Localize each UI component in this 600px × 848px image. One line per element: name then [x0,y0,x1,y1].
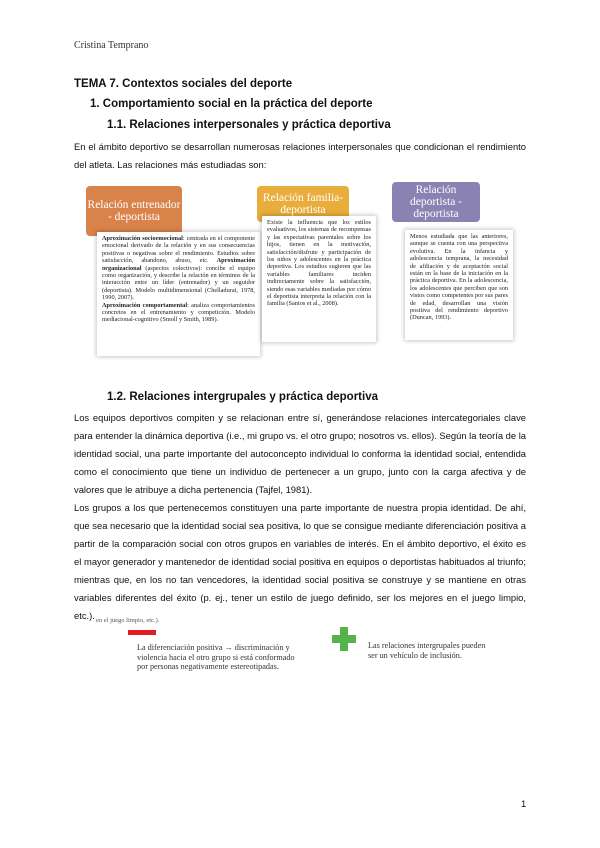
coach-athlete-title: Relación entrenador - deportista [86,186,182,236]
subsection-heading-interpersonal: 1.1. Relaciones interpersonales y práctica deportiva [107,119,391,131]
approach-organizational-label: Aproximación organizacional [102,257,255,272]
athlete-athlete-box: Menos estudiada que las anteriores, aunque se cuenta con una perspectiva evolutiva. En la infancia y adolescencia temprana, la necesidad de afiliación y de aceptación social están en la base de la iniciación en la práctica deportiva. En la adolescencia, los adolescentes que perciben que son vistos como competentes por sus pares de edad, desarrollan una visión positiva del rendimiento deportivo (Duncan, 1993). [405,230,513,340]
negative-statement: La diferenciación positiva → discriminación y violencia hacia el otro grupo si está conformado por personas negativamente estereotipadas. [137,643,295,671]
author-header: Cristina Temprano [74,40,149,51]
plus-icon [332,627,356,651]
approach-behavioral-text: : analiza comportamientos concretos en el entrenamiento y competición. Modelo mediacional-cognitivo (Smoll y Smith, 1989). [102,301,255,324]
coach-athlete-box [97,232,260,356]
subsection-heading-intergroup: 1.2. Relaciones intergrupales y práctica deportiva [107,391,378,403]
paragraph-intro: En el ámbito deportivo se desarrollan numerosas relaciones interpersonales que condicionan el rendimiento del atleta. Las relaciones más estudiadas son: [74,141,526,170]
approach-socioemotional-text: : centrada en el componente emocional derivado de la relación y en sus consecuencias positivas o negativas sobre el rendimiento. Estudios sobre satisfacción, abandono, abuso, etc. [102,235,255,265]
paragraph-group-identity: Los grupos a los que pertenecemos constituyen una parte importante de nuestra propia identidad. De ahí, que sea necesario que la identidad social sea positiva, lo que se consigue mediante diferenciación positiva a partir de la comparación social con otros grupos en variables de interés. En el ámbito deportivo, el éxito es el mayor generador y mantenedor de identidad social positiva en equipos o deportistas habituados al triunfo; mientras que, en los no tan vencedores, la identidad social positiva se construye y se mantiene en otras variables diferentes del éxito (p. ej., tener un estilo de juego definido, ser los mejores en el juego limpio, etc.). [74,502,526,621]
paragraph-social-identity: Los equipos deportivos compiten y se relacionan entre sí, generándose relaciones intercategoriales clave para entender la dinámica deportiva (i.e., mi grupo vs. el otro grupo; nosotros vs. ellos). Según la teoría de la identidad social, una parte importante del autoconcepto individual lo conforma la identidad social, entendida como el conocimiento que tiene un individuo de pertenecer a un grupo, junto con la carga afectiva y de valores que le atribuye a dicha pertenencia (Tajfel, 1981). [74,412,526,495]
approach-organizational-text: (aspectos colectivos): concibe el equipo como organización, y describe la relación en términos de la interacción entre un líder (entrenador) y un seguidor (deportista). Modelo multidimensional (Chelladurai, 1978, 1990, 2007). [102,264,255,302]
page-number: 1 [521,799,527,810]
family-athlete-box: Existe la influencia que los estilos evaluativos, los sistemas de recompensas y las expectativas parentales sobre los hijos, tienen en la motivación, satisfacción/disfrute y participación de los niños y adolescentes en la práctica deportiva. Los estudios sugieren que las variables familiares inciden indirectamente sobre la satisfacción, siendo esas variables mediadas por cómo el deportista interpreta la relación con la familia (Santos et al., 2008). [262,216,376,342]
family-athlete-title: Relación familia-deportista [257,186,349,222]
positive-statement: Las relaciones intergrupales pueden ser un vehículo de inclusión. [368,641,486,660]
relations-diagram [86,178,522,358]
athlete-athlete-title: Relación deportista - deportista [392,182,480,222]
chapter-title: TEMA 7. Contextos sociales del deporte [74,78,293,90]
approach-socioemotional-label: Aproximación socioemocional [102,235,183,242]
minus-icon [128,630,156,635]
cutoff-text: en el juego limpio, etc.). [96,617,160,624]
approach-behavioral-label: Aproximación comportamental [102,301,188,309]
section-heading: 1. Comportamiento social en la práctica del deporte [90,98,373,110]
